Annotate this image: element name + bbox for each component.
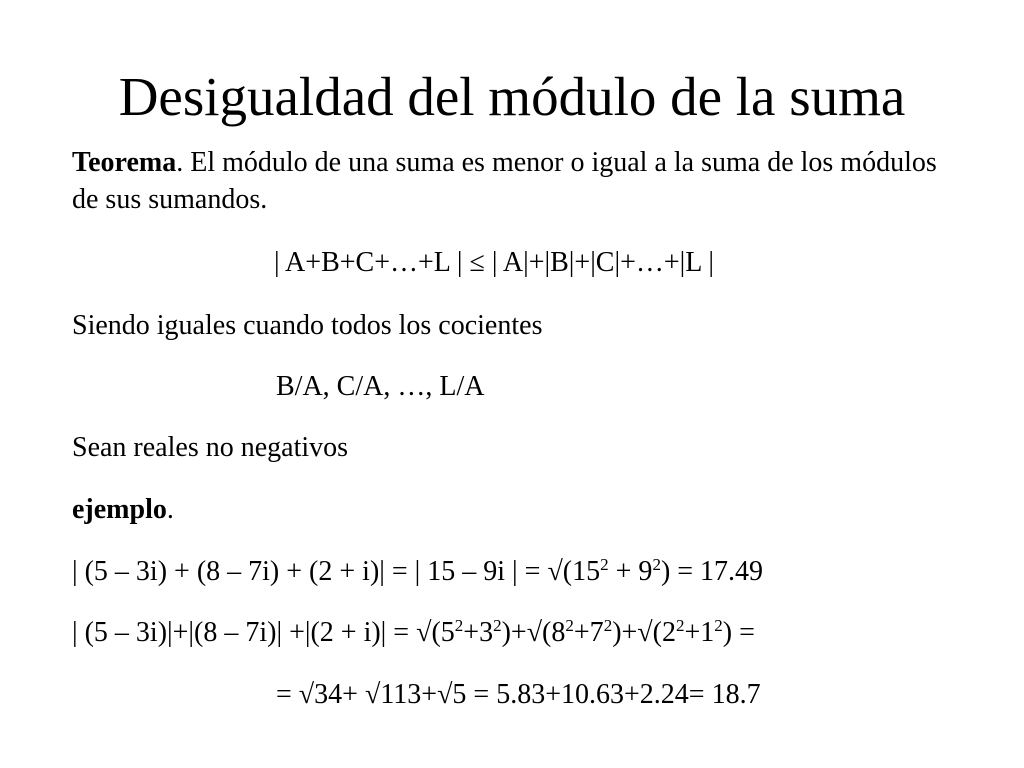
exponent: 2	[652, 555, 661, 574]
example-label: ejemplo	[72, 494, 167, 525]
exponent: 2	[600, 555, 609, 574]
line2-part-d: +7	[573, 617, 604, 648]
line1-part-c: ) = 17.49	[660, 556, 764, 587]
line2-part-b: +3	[463, 617, 494, 648]
line2-part-e: )+√(2	[612, 617, 676, 648]
exponent: 2	[603, 616, 613, 635]
theorem-label: Teorema	[72, 147, 177, 178]
nonnegative-text: Sean reales no negativos	[72, 432, 349, 463]
exponent: 2	[714, 616, 723, 635]
exponent: 2	[676, 616, 685, 635]
exponent: 2	[454, 616, 464, 635]
exponent: 2	[565, 616, 574, 635]
quotients-formula: B/A, C/A, …, L/A	[276, 371, 485, 402]
line1-part-a: | (5 – 3i) + (8 – 7i) + (2 + i)| = | 15 – 9i | = √(15	[72, 556, 601, 587]
inequality-formula: | A+B+C+…+L | ≤ | A|+|B|+|C|+…+|L |	[274, 247, 714, 278]
equality-condition-text: Siendo iguales cuando todos los cocientes	[72, 310, 543, 341]
example-dot: .	[166, 494, 174, 525]
exponent: 2	[493, 616, 502, 635]
example-line-1	[72, 555, 763, 589]
slide-title: Desigualdad del módulo de la suma	[118, 66, 906, 127]
line2-part-a: | (5 – 3i)|+|(8 – 7i)| +|(2 + i)| = √(5	[72, 617, 455, 648]
theorem-paragraph	[72, 144, 962, 218]
theorem-text: . El módulo de una suma es menor o igual a la suma de los módulos de sus sumandos.	[72, 147, 937, 215]
example-heading	[72, 493, 174, 527]
example-line-3: = √34+ √113+√5 = 5.83+10.63+2.24= 18.7	[276, 679, 761, 710]
example-line-2	[72, 616, 755, 650]
line1-part-b: + 9	[608, 556, 653, 587]
line2-part-c: )+√(8	[501, 617, 566, 648]
line2-part-f: +1	[684, 617, 715, 648]
line2-part-g: ) =	[722, 617, 755, 648]
